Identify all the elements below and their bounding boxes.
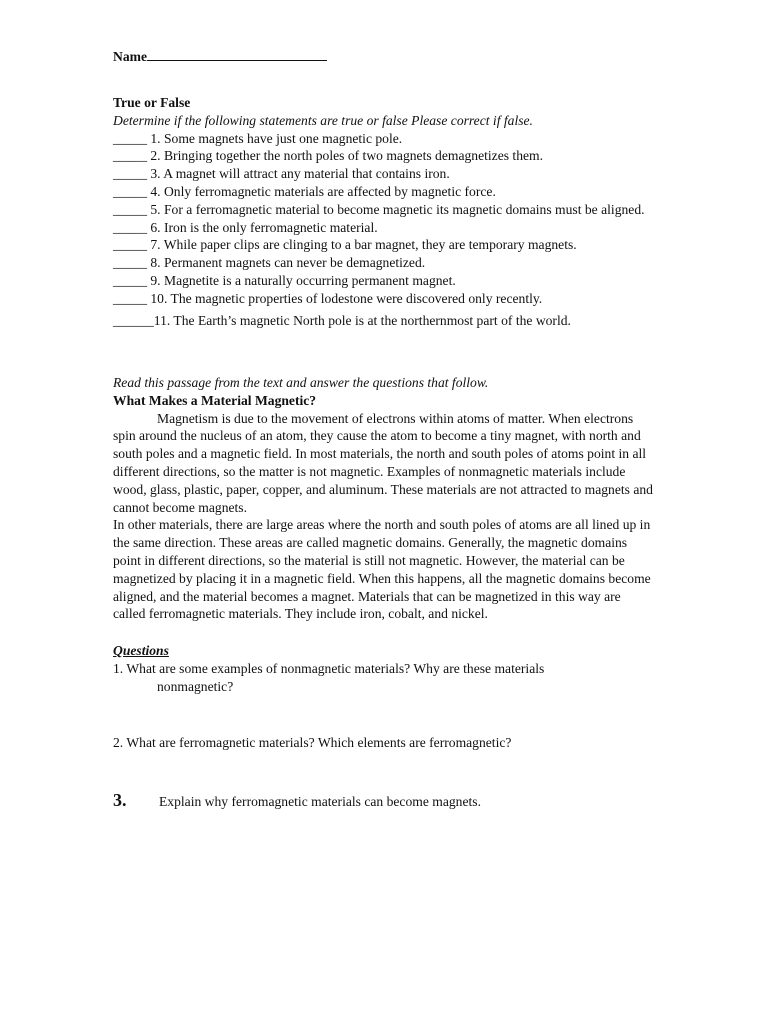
tf-item-11: ______11. The Earth’s magnetic North pole is at the northernmost part of the world.	[113, 312, 571, 328]
question-2: 2. What are ferromagnetic materials? Which elements are ferromagnetic?	[113, 735, 512, 750]
tf-item-7: _____ 7. While paper clips are clinging to a bar magnet, they are temporary magnets.	[113, 237, 577, 253]
passage-intro: Read this passage from the text and answer the questions that follow.	[113, 375, 489, 390]
name-row	[113, 48, 653, 66]
tf-item-3: _____ 3. A magnet will attract any material that contains iron.	[113, 166, 450, 182]
tf-item-2: _____ 2. Bringing together the north poles of two magnets demagnetizes them.	[113, 148, 544, 164]
tf-item-9: _____ 9. Magnetite is a naturally occurring permanent magnet.	[113, 272, 456, 288]
passage-paragraph-1: Magnetism is due to the movement of electrons within atoms of matter. When electrons spin around the nucleus of an atom, they cause the atom to become a tiny magnet, with north and south poles and a magnetic field. In most materials, the north and south poles of atoms point in all different directions, so the matter is not magnetic. Examples of nonmagnetic materials include wood, glass, plastic, paper, copper, and aluminum. These materials are not attracted to magnets and cannot become magnets.	[113, 410, 653, 515]
name-label: Name	[113, 49, 147, 64]
question-3-number: 3.	[113, 790, 127, 810]
questions-title: Questions	[113, 643, 169, 658]
true-false-section	[113, 94, 653, 329]
tf-item-10: _____ 10. The magnetic properties of lodestone were discovered only recently.	[113, 290, 543, 306]
question-1	[113, 660, 653, 696]
true-false-instructions: Determine if the following statements are true or false Please correct if false.	[113, 112, 533, 128]
question-3	[113, 792, 481, 811]
questions-section	[113, 642, 653, 695]
passage-paragraph-2: In other materials, there are large areas where the north and south poles of atoms are all lined up in the same direction. These areas are called magnetic domains. Generally, the magnetic domains point in different directions, so the material is still not magnetic. However, the material can be magnetized by placing it in a magnetic field. When this happens, all the magnetic domains become aligned, and the material becomes a magnet. Materials that can be magnetized in this way are called ferromagnetic materials. They include iron, cobalt, and nickel.	[113, 517, 651, 622]
tf-item-1: _____ 1. Some magnets have just one magnetic pole.	[113, 130, 403, 146]
tf-item-5: _____ 5. For a ferromagnetic material to become magnetic its magnetic domains must be aligned.	[113, 201, 645, 217]
tf-item-6: _____ 6. Iron is the only ferromagnetic material.	[113, 219, 378, 235]
true-false-title: True or False	[113, 95, 191, 110]
name-blank-line[interactable]	[147, 48, 327, 61]
reading-passage	[113, 374, 653, 623]
question-1-line-1: 1. What are some examples of nonmagnetic materials? Why are these materials	[113, 660, 545, 676]
passage-title: What Makes a Material Magnetic?	[113, 392, 317, 408]
tf-item-8: _____ 8. Permanent magnets can never be demagnetized.	[113, 255, 426, 271]
question-1-line-2: nonmagnetic?	[157, 678, 234, 694]
tf-item-4: _____ 4. Only ferromagnetic materials are affected by magnetic force.	[113, 183, 496, 199]
question-3-text: Explain why ferromagnetic materials can become magnets.	[159, 794, 481, 809]
